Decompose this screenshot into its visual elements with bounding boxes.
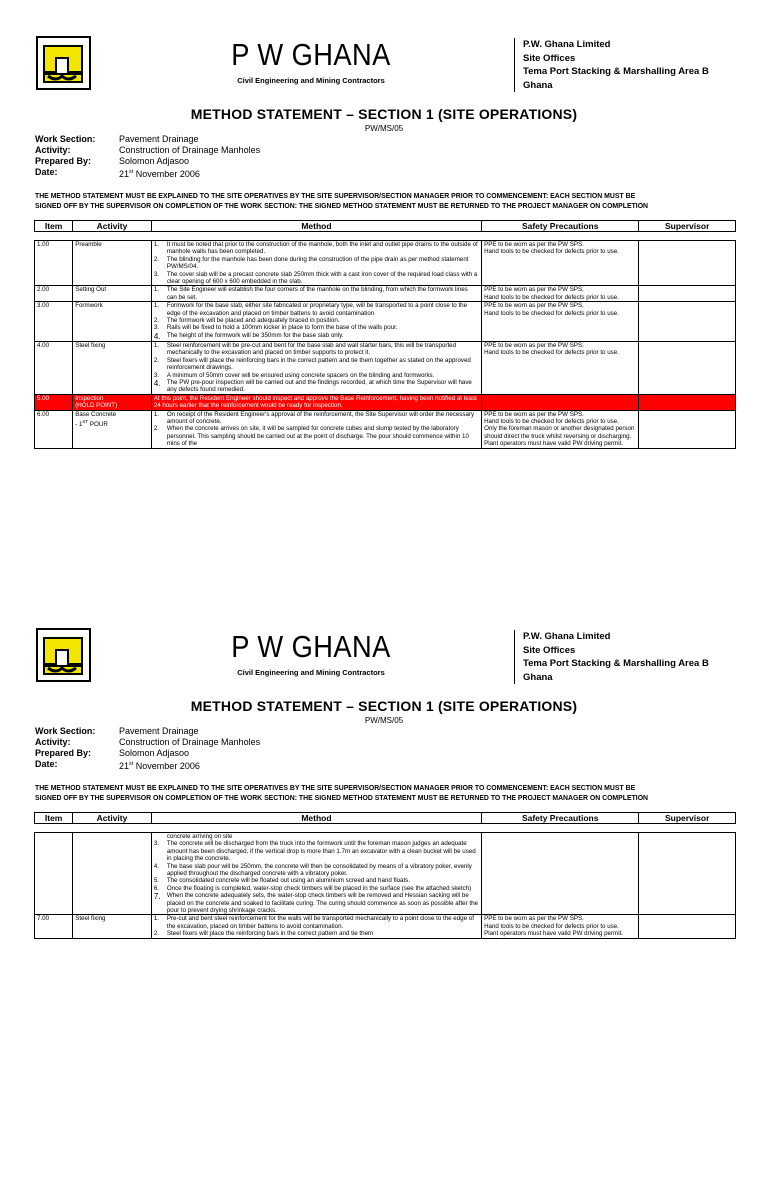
meta-label: Date: — [35, 759, 58, 769]
company-logo — [36, 628, 91, 682]
brand-name: P W GHANA — [231, 629, 391, 664]
address-line: Tema Port Stacking & Marshalling Area B — [523, 658, 709, 669]
method-cell — [151, 341, 481, 394]
table-row — [35, 241, 736, 286]
supervisor-signoff-cell[interactable] — [639, 915, 736, 938]
meta-label: Prepared By: — [35, 156, 92, 166]
step-number: 1. — [153, 286, 159, 294]
safety-line: Hand tools to be checked for defects prior to use. — [484, 248, 619, 256]
step-number: 2. — [153, 356, 159, 364]
notice-line: SIGNED OFF BY THE SUPERVISOR ON COMPLETION OF THE WORK SECTION: THE SIGNED METHOD STATEMENT MUST BE RETURNED TO THE PROJECT MANAGER ON COMPLETION — [35, 203, 649, 210]
activity-cell: Setting Out — [73, 286, 152, 302]
method-step — [154, 286, 479, 301]
table-row — [35, 341, 736, 394]
step-number: 1. — [153, 302, 159, 310]
step-text: The PW pre-pour inspection will be carried out and the findings recorded, at which time the Supervisor will have any defects found remedied. — [166, 378, 472, 394]
safety-line: PPE to be worn as per the PW SPS. — [484, 241, 584, 248]
step-number: 4. — [153, 862, 159, 870]
step-text: A minimum of 50mm cover will be ensured using concrete spacers on the blinding and formworks. — [166, 371, 435, 379]
supervisor-signoff-cell[interactable] — [639, 286, 736, 302]
method-step — [154, 342, 479, 357]
method-cell — [151, 302, 481, 342]
item-cell: 6.00 — [35, 410, 73, 448]
column-header-safety: Safety Precautions — [482, 221, 639, 232]
notice-line: THE METHOD STATEMENT MUST BE EXPLAINED TO THE SITE OPERATIVES BY THE SITE SUPERVISOR/SECTION MANAGER PRIOR TO COMMENCEMENT: EACH SECTION MUST BE — [35, 193, 636, 200]
activity-cell: Steel fixing — [73, 341, 152, 394]
supervisor-signoff-cell[interactable] — [639, 241, 736, 286]
method-step — [154, 241, 479, 256]
method-step — [154, 332, 479, 341]
method-step — [154, 915, 479, 930]
spacer-row — [35, 232, 736, 241]
company-address — [514, 630, 709, 684]
step-number: 1. — [153, 915, 159, 923]
table-row-hold-point — [35, 394, 736, 410]
document-page-2 — [0, 592, 768, 1184]
method-step — [154, 302, 479, 317]
table-row — [35, 410, 736, 448]
column-header-activity: Activity — [73, 221, 152, 232]
safety-line: Hand tools to be checked for defects prior to use. — [484, 293, 619, 301]
spacer-row — [35, 824, 736, 833]
method-steps — [154, 286, 479, 301]
brand-subtitle: Civil Engineering and Mining Contractors — [237, 668, 385, 677]
column-header-method: Method — [151, 813, 481, 824]
method-cell: At this point, the Resident Engineer should inspect and approve the Base Reinforcement, having been notified at least 24 hours earlier that the reinforcement would be ready for inspection. — [151, 394, 481, 410]
brand-subtitle: Civil Engineering and Mining Contractors — [237, 76, 385, 85]
continued-text: concrete arriving on site — [166, 833, 233, 840]
method-step — [154, 892, 479, 914]
activity-line — [75, 418, 149, 428]
table-row — [35, 286, 736, 302]
method-step — [154, 317, 479, 324]
document-reference: PW/MS/05 — [364, 124, 404, 133]
date-suffix: st — [129, 169, 134, 175]
meta-label: Work Section: — [35, 134, 96, 144]
date-suffix: st — [129, 761, 134, 767]
document-meta — [35, 726, 260, 772]
activity-cell: Preamble — [73, 241, 152, 286]
method-step — [154, 372, 479, 379]
safety-cell — [482, 410, 639, 448]
step-number: 3. — [153, 270, 159, 278]
step-number: 3. — [153, 324, 159, 332]
item-cell: 3.00 — [35, 302, 73, 342]
table-row — [35, 915, 736, 938]
step-number: 3. — [153, 840, 159, 848]
step-text: The cover slab will be a precast concrete slab 250mm thick with a cast iron cover of the required load class with a clear opening of 600 x 600 embedded in the slab. — [166, 270, 478, 286]
date-month-year: November 2006 — [133, 169, 200, 179]
meta-label: Activity: — [35, 737, 71, 747]
method-step — [154, 425, 479, 447]
step-text: Steel fixers will place the reinforcing bars in the correct pattern and tie them together as stated on the approved reinforcement drawings. — [166, 356, 471, 372]
step-text: Once the floating is completed, water-stop check timbers will be placed in the surface (see the attached sketch) — [166, 884, 472, 892]
column-header-supervisor: Supervisor — [639, 221, 736, 232]
activity-suffix: ST — [82, 418, 89, 424]
instruction-notice — [35, 192, 735, 212]
method-table-page-1 — [34, 220, 736, 449]
method-step — [154, 930, 479, 937]
brand-block — [196, 629, 426, 677]
address-line: Site Offices — [523, 52, 576, 64]
company-logo — [36, 36, 91, 90]
activity-cell: Steel fixing — [73, 915, 152, 938]
date-month-year: November 2006 — [133, 761, 200, 771]
prepared-by-value: Solomon Adjasoo — [119, 156, 190, 166]
method-step — [154, 840, 479, 862]
step-text: The consolidated concrete will be floated out using an aluminium screed and hand floats. — [166, 877, 410, 885]
safety-cell — [482, 833, 639, 915]
method-steps — [154, 302, 479, 341]
item-cell: 1.00 — [35, 241, 73, 286]
supervisor-signoff-cell[interactable] — [639, 394, 736, 410]
safety-line: PPE to be worn as per the PW SPS. — [484, 286, 584, 294]
method-step — [154, 324, 479, 331]
date-value — [119, 167, 200, 180]
table-row — [35, 302, 736, 342]
supervisor-signoff-cell[interactable] — [639, 833, 736, 915]
document-meta — [35, 134, 260, 180]
prepared-by-value: Solomon Adjasoo — [119, 748, 190, 758]
activity-cell — [73, 833, 152, 915]
method-step — [154, 885, 479, 892]
table-header-row — [35, 221, 736, 232]
step-number: 3. — [153, 371, 159, 379]
activity-cell — [73, 394, 152, 410]
method-step — [154, 379, 479, 394]
supervisor-signoff-cell[interactable] — [639, 302, 736, 342]
step-text: When the concrete adequately sets, the water-stop check timbers will be removed and Hessian sacking will be placed on the concrete and soaked to facilitate curing. The curing should commence as soon as possible after the pour to prevent drying shrinkage cracks. — [166, 892, 478, 915]
step-number: 2. — [153, 930, 159, 938]
safety-cell — [482, 302, 639, 342]
safety-line: PPE to be worn as per the PW SPS. — [484, 302, 584, 310]
address-line: Tema Port Stacking & Marshalling Area B — [523, 66, 709, 77]
address-line: Site Offices — [523, 644, 576, 656]
activity-cell: Formwork — [73, 302, 152, 342]
method-step — [154, 357, 479, 372]
activity-text: POUR — [88, 421, 108, 428]
item-cell: 5.00 — [35, 394, 73, 410]
activity-line: Inspection — [75, 394, 104, 402]
safety-cell — [482, 241, 639, 286]
safety-line: Hand tools to be checked for defects prior to use. — [484, 417, 619, 425]
step-text: The Site Engineer will establish the four corners of the manhole on the blinding, from which the formwork lines can be set. — [166, 286, 468, 301]
step-text: When the concrete arrives on site, it will be sampled for concrete cubes and slump tested by the laboratory personnel. This sampling should be carried out at the point of discharge. The pour should commence within 10 mins of the — [166, 425, 469, 448]
safety-line: Plant operators must have valid PW driving permit. — [484, 930, 624, 938]
safety-line: Hand tools to be checked for defects prior to use. — [484, 309, 619, 317]
safety-line: Plant operators must have valid PW driving permit. — [484, 440, 624, 448]
notice-line: THE METHOD STATEMENT MUST BE EXPLAINED TO THE SITE OPERATIVES BY THE SITE SUPERVISOR/SECTION MANAGER PRIOR TO COMMENCEMENT: EACH SECTION MUST BE — [35, 785, 636, 792]
step-text: The formwork will be placed and adequately braced in position. — [166, 317, 340, 325]
item-cell: 4.00 — [35, 341, 73, 394]
safety-cell — [482, 341, 639, 394]
step-text: The height of the formwork will be 350mm for the base slab only. — [166, 331, 344, 339]
activity-line: (HOLD POINT) — [75, 402, 118, 410]
brand-block — [196, 37, 426, 85]
address-line: P.W. Ghana Limited — [523, 631, 611, 642]
method-cell — [151, 241, 481, 286]
method-steps — [154, 342, 479, 394]
step-number: 2. — [153, 317, 159, 325]
step-number: 4. — [153, 378, 161, 388]
safety-line: PPE to be worn as per the PW SPS. — [484, 410, 584, 418]
step-number: 7. — [153, 892, 161, 902]
step-text: Steel reinforcement will be pre-cut and bent for the base slab and wall starter bars, this will be transported mechanically to the excavation and placed on timber supports to protect it. — [166, 341, 457, 357]
step-text: The concrete will be discharged from the truck into the formwork until the foreman mason judges an adequate amount has been discharged, if the vertical drop is more than 1.7m an excavator with a clean bucket will be used in placing the concrete. — [166, 840, 476, 863]
step-text: Formwork for the base slab, either site fabricated or proprietary type, will be transported to a point close to the edge of the excavation and placed on timber battens to avoid contamination — [166, 302, 468, 317]
work-section-value: Pavement Drainage — [119, 726, 199, 736]
work-section-value: Pavement Drainage — [119, 134, 199, 144]
instruction-notice — [35, 784, 735, 804]
method-steps — [154, 241, 479, 285]
step-text: Rails will be fixed to hold a 100mm kicker in place to form the base of the walls pour. — [166, 324, 398, 332]
step-number: 1. — [153, 341, 159, 349]
activity-line: Base Concrete — [75, 410, 117, 418]
method-cell — [151, 410, 481, 448]
safety-line: PPE to be worn as per the PW SPS. — [484, 341, 584, 349]
method-steps — [154, 915, 479, 937]
safety-cell — [482, 915, 639, 938]
step-number: 5. — [153, 877, 159, 885]
notice-line: SIGNED OFF BY THE SUPERVISOR ON COMPLETION OF THE WORK SECTION: THE SIGNED METHOD STATEMENT MUST BE RETURNED TO THE PROJECT MANAGER ON COMPLETION — [35, 795, 649, 802]
step-text: Steel fixers will place the reinforcing bars in the correct pattern and tie them — [166, 930, 374, 938]
date-day: 21 — [119, 169, 130, 179]
safety-line: Hand tools to be checked for defects prior to use. — [484, 349, 619, 357]
method-cell — [151, 286, 481, 302]
method-cell — [151, 915, 481, 938]
item-cell: 7.00 — [35, 915, 73, 938]
activity-cell — [73, 410, 152, 448]
safety-line: PPE to be worn as per the PW SPS. — [484, 915, 584, 923]
column-header-item: Item — [35, 221, 73, 232]
document-title: METHOD STATEMENT – SECTION 1 (SITE OPERATIONS) — [190, 698, 578, 714]
table-row-continued — [35, 833, 736, 915]
item-cell: 2.00 — [35, 286, 73, 302]
method-step — [154, 877, 479, 884]
activity-value: Construction of Drainage Manholes — [119, 737, 261, 747]
meta-label: Date: — [35, 167, 58, 177]
date-value — [119, 759, 200, 772]
step-text: It must be noted that prior to the construction of the manhole, both the inlet and outlet pipe drains to the outside of manhole walls has been completed. — [166, 241, 478, 256]
column-header-supervisor: Supervisor — [639, 813, 736, 824]
table-body — [35, 241, 736, 395]
method-table-page-2 — [34, 812, 736, 939]
step-text: On receipt of the Resident Engineer's approval of the reinforcement, the Site Supervisor will order the necessary amount of concrete. — [166, 410, 475, 425]
table-header-row — [35, 813, 736, 824]
step-number: 4. — [153, 331, 161, 341]
supervisor-signoff-cell[interactable] — [639, 341, 736, 394]
safety-line: Hand tools to be checked for defects prior to use. — [484, 922, 619, 930]
date-day: 21 — [119, 761, 130, 771]
step-number: 1. — [153, 241, 159, 248]
column-header-item: Item — [35, 813, 73, 824]
method-step — [154, 256, 479, 271]
step-number: 1. — [153, 410, 159, 418]
method-steps — [154, 840, 479, 914]
address-line: P.W. Ghana Limited — [523, 39, 611, 50]
step-number: 2. — [153, 425, 159, 433]
column-header-activity: Activity — [73, 813, 152, 824]
address-line: Ghana — [523, 79, 553, 91]
brand-name: P W GHANA — [231, 37, 391, 72]
item-cell — [35, 833, 73, 915]
column-header-safety: Safety Precautions — [482, 813, 639, 824]
safety-cell — [482, 286, 639, 302]
activity-text: - 1 — [75, 421, 83, 428]
method-step — [154, 863, 479, 878]
meta-label: Work Section: — [35, 726, 96, 736]
method-step — [154, 271, 479, 286]
step-text: The blinding for the manhole has been done during the construction of the pipe drain as per method statement PW/MS/04. — [166, 255, 469, 271]
company-address — [514, 38, 709, 92]
meta-label: Activity: — [35, 145, 71, 155]
safety-cell — [482, 394, 639, 410]
meta-label: Prepared By: — [35, 748, 92, 758]
method-steps — [154, 411, 479, 448]
activity-value: Construction of Drainage Manholes — [119, 145, 261, 155]
step-number: 2. — [153, 255, 159, 263]
column-header-method: Method — [151, 221, 481, 232]
method-step — [154, 411, 479, 426]
step-number: 6. — [153, 884, 159, 892]
step-text: The base slab pour will be 250mm, the concrete will then be consolidated by means of a vibratory poker, evenly applied throughout the discharged concrete with a vibratory poker. — [166, 862, 472, 878]
method-cell — [151, 833, 481, 915]
safety-line: Only the foreman mason or another designated person should direct the truck whilst reversing or discharging. — [484, 425, 635, 440]
step-text: Pre-cut and bent steel reinforcement for the walls will be transported mechanically to a point close to the edge of the excavation, placed on timber battens to avoid contamination. — [166, 915, 474, 930]
supervisor-signoff-cell[interactable] — [639, 410, 736, 448]
document-reference: PW/MS/05 — [364, 716, 404, 725]
address-line: Ghana — [523, 671, 553, 683]
document-title: METHOD STATEMENT – SECTION 1 (SITE OPERATIONS) — [190, 106, 578, 122]
